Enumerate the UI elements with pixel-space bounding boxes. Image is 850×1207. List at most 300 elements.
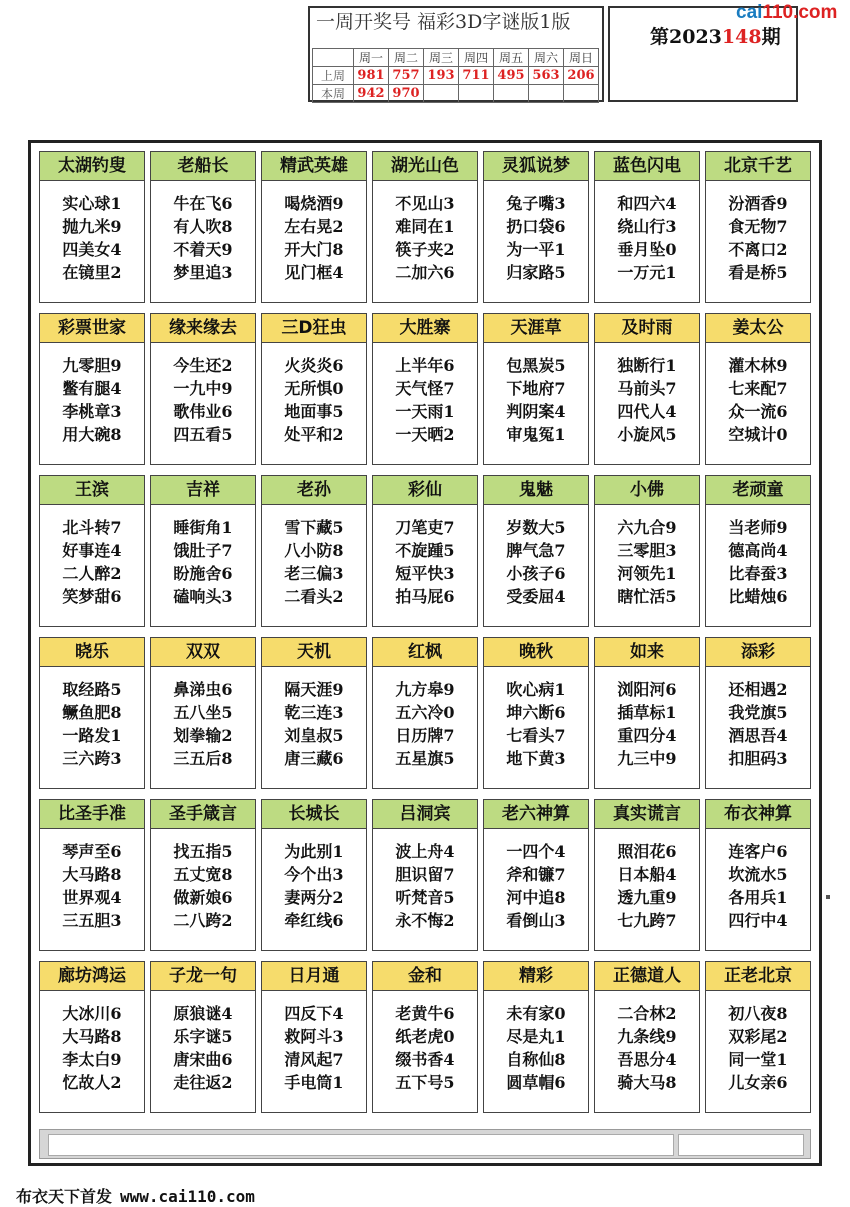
riddle-card-title: 精彩 xyxy=(484,962,588,991)
riddle-card-title: 老顽童 xyxy=(706,476,810,505)
footer-blank-box xyxy=(48,1134,674,1156)
riddle-line: 五下号5 xyxy=(395,1073,455,1092)
riddle-line: 走往返2 xyxy=(173,1073,233,1092)
riddle-line: 盼施舍6 xyxy=(173,564,233,583)
riddle-card xyxy=(261,799,367,951)
riddle-card-title: 廊坊鸿运 xyxy=(40,962,144,991)
day-label: 周三 xyxy=(424,49,459,67)
draw-number: 563 xyxy=(529,67,564,85)
riddle-line: 七九跨7 xyxy=(617,911,677,930)
riddle-lines xyxy=(706,667,810,770)
riddle-line: 五八坐5 xyxy=(173,703,233,722)
riddle-card xyxy=(150,313,256,465)
riddle-line: 浏阳河6 xyxy=(617,680,677,699)
riddle-lines xyxy=(151,181,255,284)
riddle-card xyxy=(261,961,367,1113)
riddle-lines xyxy=(706,181,810,284)
riddle-lines xyxy=(40,181,144,284)
riddle-line: 牛在飞6 xyxy=(173,194,233,213)
riddle-line: 初八夜8 xyxy=(728,1004,788,1023)
riddle-card xyxy=(39,799,145,951)
riddle-card xyxy=(150,961,256,1113)
riddle-card-title: 精武英雄 xyxy=(262,152,366,181)
riddle-card xyxy=(594,799,700,951)
riddle-card-title: 吕洞宾 xyxy=(373,800,477,829)
riddle-card-title: 布衣神算 xyxy=(706,800,810,829)
riddle-lines xyxy=(262,505,366,608)
riddle-line: 难同在1 xyxy=(395,217,455,236)
riddle-line: 歌伟业6 xyxy=(173,402,233,421)
riddle-card-title: 小佛 xyxy=(595,476,699,505)
riddle-line: 隔天涯9 xyxy=(284,680,344,699)
riddle-line: 看是桥5 xyxy=(728,263,788,282)
riddle-line: 乾三连3 xyxy=(284,703,344,722)
riddle-line: 比春蚕3 xyxy=(728,564,788,583)
riddle-card xyxy=(483,961,589,1113)
riddle-line: 脾气急7 xyxy=(506,541,566,560)
draw-number xyxy=(529,85,564,103)
days-row xyxy=(313,49,599,67)
weekly-numbers-panel xyxy=(308,6,604,102)
riddle-card-title: 天机 xyxy=(262,638,366,667)
riddle-line: 当老师9 xyxy=(728,518,788,537)
riddle-line: 忆故人2 xyxy=(62,1073,122,1092)
riddle-line: 七来配7 xyxy=(728,379,788,398)
riddle-lines xyxy=(706,343,810,446)
riddle-line: 救阿斗3 xyxy=(284,1027,344,1046)
riddle-line: 九零胆9 xyxy=(62,356,122,375)
riddle-line: 老黄牛6 xyxy=(395,1004,455,1023)
riddle-line: 筷子夹2 xyxy=(395,240,455,259)
riddle-card xyxy=(39,151,145,303)
riddle-line: 日本船4 xyxy=(617,865,677,884)
footer-brand: 布衣天下首发 xyxy=(16,1187,113,1206)
riddle-line: 用大碗8 xyxy=(62,425,122,444)
riddle-lines xyxy=(40,991,144,1094)
footer-url: www.cai110.com xyxy=(120,1187,255,1206)
riddle-line: 河中追8 xyxy=(506,888,566,907)
riddle-line: 下地府7 xyxy=(506,379,566,398)
riddle-line: 空城计0 xyxy=(728,425,788,444)
riddle-line: 地面事5 xyxy=(284,402,344,421)
riddle-card xyxy=(594,475,700,627)
riddle-card-title: 灵狐说梦 xyxy=(484,152,588,181)
riddle-lines xyxy=(373,343,477,446)
riddle-card xyxy=(372,637,478,789)
period-suffix: 期 xyxy=(761,26,781,48)
riddle-card-title: 吉祥 xyxy=(151,476,255,505)
riddle-line: 世界观4 xyxy=(62,888,122,907)
riddle-lines xyxy=(40,667,144,770)
riddle-line: 归家路5 xyxy=(506,263,566,282)
riddle-line: 兔子嘴3 xyxy=(506,194,566,213)
riddle-line: 开大门8 xyxy=(284,240,344,259)
riddle-lines xyxy=(595,181,699,284)
riddle-line: 插草标1 xyxy=(617,703,677,722)
riddle-lines xyxy=(484,991,588,1094)
watermark-prefix: cai xyxy=(736,2,763,23)
riddle-line: 五星旗5 xyxy=(395,749,455,768)
riddle-line: 二合林2 xyxy=(617,1004,677,1023)
period-prefix: 第2023 xyxy=(650,26,722,48)
riddle-card-title: 鬼魅 xyxy=(484,476,588,505)
riddle-line: 九方皋9 xyxy=(395,680,455,699)
period-number: 148 xyxy=(721,26,762,48)
riddle-line: 清风起7 xyxy=(284,1050,344,1069)
riddle-card xyxy=(261,151,367,303)
riddle-lines xyxy=(706,505,810,608)
riddle-card-title: 红枫 xyxy=(373,638,477,667)
riddle-lines xyxy=(262,667,366,770)
riddle-lines xyxy=(40,343,144,446)
riddle-card xyxy=(483,313,589,465)
riddle-lines xyxy=(373,505,477,608)
riddle-line: 永不悔2 xyxy=(395,911,455,930)
riddle-line: 小旋风5 xyxy=(617,425,677,444)
riddle-line: 三五后8 xyxy=(173,749,233,768)
riddle-line: 短平快3 xyxy=(395,564,455,583)
riddle-line: 二人醉2 xyxy=(62,564,122,583)
riddle-line: 老三偏3 xyxy=(284,564,344,583)
riddle-line: 众一流6 xyxy=(728,402,788,421)
riddle-lines xyxy=(151,667,255,770)
riddle-line: 重四分4 xyxy=(617,726,677,745)
riddle-line: 八小防8 xyxy=(284,541,344,560)
riddle-card-title: 太湖钓叟 xyxy=(40,152,144,181)
riddle-line: 唐宋曲6 xyxy=(173,1050,233,1069)
riddle-line: 梦里追3 xyxy=(173,263,233,282)
period-label xyxy=(650,22,781,49)
riddle-line: 坎流水5 xyxy=(728,865,788,884)
riddle-card-title: 晓乐 xyxy=(40,638,144,667)
riddle-line: 听梵音5 xyxy=(395,888,455,907)
weekly-numbers-table xyxy=(312,48,599,103)
riddle-card xyxy=(483,475,589,627)
riddle-card-title: 双双 xyxy=(151,638,255,667)
riddle-lines xyxy=(373,667,477,770)
riddle-card-title: 彩票世家 xyxy=(40,314,144,343)
riddle-lines xyxy=(484,343,588,446)
riddle-line: 酒思吾4 xyxy=(728,726,788,745)
riddle-line: 河领先1 xyxy=(617,564,677,583)
riddle-card-title: 老船长 xyxy=(151,152,255,181)
riddle-line: 雪下藏5 xyxy=(284,518,344,537)
draw-number xyxy=(494,85,529,103)
riddle-line: 无所惧0 xyxy=(284,379,344,398)
riddle-line: 连客户6 xyxy=(728,842,788,861)
riddle-lines xyxy=(262,181,366,284)
riddle-line: 瞎忙活5 xyxy=(617,587,677,606)
riddle-line: 汾酒香9 xyxy=(728,194,788,213)
riddle-line: 小孩子6 xyxy=(506,564,566,583)
riddle-card-title: 比圣手准 xyxy=(40,800,144,829)
riddle-line: 一路发1 xyxy=(62,726,122,745)
riddle-line: 各用兵1 xyxy=(728,888,788,907)
riddle-line: 纸老虎0 xyxy=(395,1027,455,1046)
riddle-lines xyxy=(40,505,144,608)
draw-number: 495 xyxy=(494,67,529,85)
riddle-line: 三五胆3 xyxy=(62,911,122,930)
riddle-card-title: 及时雨 xyxy=(595,314,699,343)
draw-number: 206 xyxy=(564,67,599,85)
riddle-card xyxy=(39,637,145,789)
riddle-line: 缀书香4 xyxy=(395,1050,455,1069)
riddle-line: 受委屈4 xyxy=(506,587,566,606)
riddle-card-title: 日月通 xyxy=(262,962,366,991)
riddle-line: 今生还2 xyxy=(173,356,233,375)
riddle-line: 尽是丸1 xyxy=(506,1027,566,1046)
riddle-line: 抛九米9 xyxy=(62,217,122,236)
riddle-line: 包黑炭5 xyxy=(506,356,566,375)
riddle-line: 为此别1 xyxy=(284,842,344,861)
riddle-line: 牵红线6 xyxy=(284,911,344,930)
riddle-line: 为一平1 xyxy=(506,240,566,259)
riddle-line: 饿肚子7 xyxy=(173,541,233,560)
riddle-line: 李桃章3 xyxy=(62,402,122,421)
riddle-card xyxy=(705,799,811,951)
edge-mark xyxy=(826,895,830,899)
riddle-line: 五丈宽8 xyxy=(173,865,233,884)
riddle-line: 和四六4 xyxy=(617,194,677,213)
riddle-line: 德高尚4 xyxy=(728,541,788,560)
riddle-line: 左右晃2 xyxy=(284,217,344,236)
riddle-line: 一四个4 xyxy=(506,842,566,861)
riddle-card-title: 彩仙 xyxy=(373,476,477,505)
riddle-line: 一万元1 xyxy=(617,263,677,282)
riddle-card xyxy=(150,637,256,789)
riddle-line: 二八跨2 xyxy=(173,911,233,930)
riddle-card-title: 王滨 xyxy=(40,476,144,505)
riddle-line: 扔口袋6 xyxy=(506,217,566,236)
riddle-line: 判阴案4 xyxy=(506,402,566,421)
riddle-line: 绕山行3 xyxy=(617,217,677,236)
riddle-card xyxy=(372,151,478,303)
riddle-line: 好事连4 xyxy=(62,541,122,560)
riddle-lines xyxy=(484,181,588,284)
footer-credit xyxy=(16,1184,255,1207)
riddle-lines xyxy=(40,829,144,932)
riddle-card xyxy=(261,313,367,465)
riddle-line: 地下黄3 xyxy=(506,749,566,768)
riddle-line: 六九合9 xyxy=(617,518,677,537)
riddle-line: 刘皇叔5 xyxy=(284,726,344,745)
draw-number: 711 xyxy=(459,67,494,85)
riddle-card xyxy=(39,313,145,465)
riddle-line: 上半年6 xyxy=(395,356,455,375)
riddle-line: 李太白9 xyxy=(62,1050,122,1069)
site-watermark xyxy=(736,2,837,24)
riddle-line: 比蜡烛6 xyxy=(728,587,788,606)
riddle-line: 未有家0 xyxy=(506,1004,566,1023)
riddle-line: 食无物7 xyxy=(728,217,788,236)
riddle-card xyxy=(39,475,145,627)
draw-number xyxy=(564,85,599,103)
riddle-line: 三零胆3 xyxy=(617,541,677,560)
riddle-lines xyxy=(595,829,699,932)
riddle-lines xyxy=(151,343,255,446)
riddle-line: 波上舟4 xyxy=(395,842,455,861)
day-label: 周四 xyxy=(459,49,494,67)
riddle-lines xyxy=(151,829,255,932)
riddle-line: 二看头2 xyxy=(284,587,344,606)
riddle-line: 天气怪7 xyxy=(395,379,455,398)
riddle-lines xyxy=(373,991,477,1094)
riddle-line: 大马路8 xyxy=(62,865,122,884)
riddle-card-title: 晚秋 xyxy=(484,638,588,667)
riddle-card-title: 长城长 xyxy=(262,800,366,829)
riddle-line: 唐三藏6 xyxy=(284,749,344,768)
riddle-line: 妻两分2 xyxy=(284,888,344,907)
riddle-card xyxy=(705,151,811,303)
riddle-card xyxy=(594,961,700,1113)
riddle-line: 一天雨1 xyxy=(395,402,455,421)
riddle-lines xyxy=(706,829,810,932)
riddle-card xyxy=(705,637,811,789)
riddle-line: 审鬼冤1 xyxy=(506,425,566,444)
riddle-line: 鼻涕虫6 xyxy=(173,680,233,699)
riddle-line: 坤六断6 xyxy=(506,703,566,722)
riddle-lines xyxy=(373,829,477,932)
riddle-line: 鳜鱼肥8 xyxy=(62,703,122,722)
riddle-line: 四美女4 xyxy=(62,240,122,259)
riddle-card xyxy=(372,475,478,627)
riddle-card xyxy=(372,961,478,1113)
this-week-row xyxy=(313,85,599,103)
riddle-line: 拍马屁6 xyxy=(395,587,455,606)
day-label: 周日 xyxy=(564,49,599,67)
riddle-line: 独断行1 xyxy=(617,356,677,375)
riddle-card-title: 天涯草 xyxy=(484,314,588,343)
riddle-line: 照泪花6 xyxy=(617,842,677,861)
riddle-line: 胆识留7 xyxy=(395,865,455,884)
this-week-label: 本周 xyxy=(313,85,354,103)
riddle-line: 自称仙8 xyxy=(506,1050,566,1069)
riddle-line: 划拳输2 xyxy=(173,726,233,745)
riddle-card-title: 添彩 xyxy=(706,638,810,667)
riddle-card-title: 北京千艺 xyxy=(706,152,810,181)
draw-number: 970 xyxy=(389,85,424,103)
riddle-card xyxy=(594,637,700,789)
riddle-line: 今个出3 xyxy=(284,865,344,884)
weekly-numbers-title: 一周开奖号 福彩3D字谜版1版 xyxy=(316,11,571,33)
riddle-line: 骑大马8 xyxy=(617,1073,677,1092)
riddle-line: 乐字谜5 xyxy=(173,1027,233,1046)
riddle-grid xyxy=(28,140,822,1166)
riddle-card xyxy=(705,961,811,1113)
riddle-line: 北斗转7 xyxy=(62,518,122,537)
riddle-line: 琴声至6 xyxy=(62,842,122,861)
riddle-line: 日历牌7 xyxy=(395,726,455,745)
riddle-card xyxy=(372,799,478,951)
riddle-card xyxy=(261,637,367,789)
riddle-card xyxy=(483,799,589,951)
riddle-lines xyxy=(484,667,588,770)
riddle-card-title: 姜太公 xyxy=(706,314,810,343)
riddle-lines xyxy=(151,991,255,1094)
riddle-card-title: 三D狂虫 xyxy=(262,314,366,343)
riddle-lines xyxy=(151,505,255,608)
riddle-line: 四反下4 xyxy=(284,1004,344,1023)
riddle-lines xyxy=(595,667,699,770)
riddle-card xyxy=(483,151,589,303)
riddle-line: 岁数大5 xyxy=(506,518,566,537)
riddle-lines xyxy=(595,343,699,446)
riddle-line: 垂月坠0 xyxy=(617,240,677,259)
riddle-lines xyxy=(706,991,810,1094)
riddle-card xyxy=(372,313,478,465)
riddle-line: 有人吹8 xyxy=(173,217,233,236)
riddle-lines xyxy=(484,505,588,608)
riddle-line: 吹心病1 xyxy=(506,680,566,699)
riddle-line: 四代人4 xyxy=(617,402,677,421)
riddle-line: 九条线9 xyxy=(617,1027,677,1046)
riddle-line: 大马路8 xyxy=(62,1027,122,1046)
draw-number: 193 xyxy=(424,67,459,85)
riddle-line: 大冰川6 xyxy=(62,1004,122,1023)
riddle-card-title: 正老北京 xyxy=(706,962,810,991)
draw-number: 981 xyxy=(354,67,389,85)
last-week-label: 上周 xyxy=(313,67,354,85)
riddle-line: 睡街角1 xyxy=(173,518,233,537)
riddle-lines xyxy=(595,991,699,1094)
riddle-line: 火炎炎6 xyxy=(284,356,344,375)
riddle-line: 九三中9 xyxy=(617,749,677,768)
day-label: 周六 xyxy=(529,49,564,67)
riddle-line: 喝烧酒9 xyxy=(284,194,344,213)
riddle-card-title: 老六神算 xyxy=(484,800,588,829)
draw-number xyxy=(459,85,494,103)
riddle-line: 磕响头3 xyxy=(173,587,233,606)
footer-blank-box xyxy=(678,1134,804,1156)
riddle-line: 三六跨3 xyxy=(62,749,122,768)
riddle-line: 原狼谜4 xyxy=(173,1004,233,1023)
riddle-card-title: 如来 xyxy=(595,638,699,667)
riddle-line: 四五看5 xyxy=(173,425,233,444)
riddle-card-title: 真实谎言 xyxy=(595,800,699,829)
day-label: 周一 xyxy=(354,49,389,67)
riddle-card xyxy=(150,151,256,303)
riddle-line: 还相遇2 xyxy=(728,680,788,699)
riddle-line: 四行中4 xyxy=(728,911,788,930)
riddle-lines xyxy=(595,505,699,608)
riddle-line: 圆草帽6 xyxy=(506,1073,566,1092)
riddle-card-title: 湖光山色 xyxy=(373,152,477,181)
riddle-line: 看倒山3 xyxy=(506,911,566,930)
riddle-line: 吾思分4 xyxy=(617,1050,677,1069)
day-label: 周二 xyxy=(389,49,424,67)
riddle-card-title: 金和 xyxy=(373,962,477,991)
draw-number: 757 xyxy=(389,67,424,85)
riddle-line: 扣胆码3 xyxy=(728,749,788,768)
riddle-line: 手电筒1 xyxy=(284,1073,344,1092)
riddle-line: 笑梦甜6 xyxy=(62,587,122,606)
riddle-line: 同一堂1 xyxy=(728,1050,788,1069)
corner-cell xyxy=(313,49,354,67)
riddle-card-title: 大胜寨 xyxy=(373,314,477,343)
riddle-line: 透九重9 xyxy=(617,888,677,907)
riddle-card-title: 圣手箴言 xyxy=(151,800,255,829)
riddle-lines xyxy=(373,181,477,284)
draw-number: 942 xyxy=(354,85,389,103)
riddle-card xyxy=(261,475,367,627)
riddle-line: 灌木林9 xyxy=(728,356,788,375)
riddle-card-title: 正德道人 xyxy=(595,962,699,991)
riddle-line: 二加六6 xyxy=(395,263,455,282)
riddle-line: 在镜里2 xyxy=(62,263,122,282)
day-label: 周五 xyxy=(494,49,529,67)
last-week-row xyxy=(313,67,599,85)
riddle-line: 实心球1 xyxy=(62,194,122,213)
